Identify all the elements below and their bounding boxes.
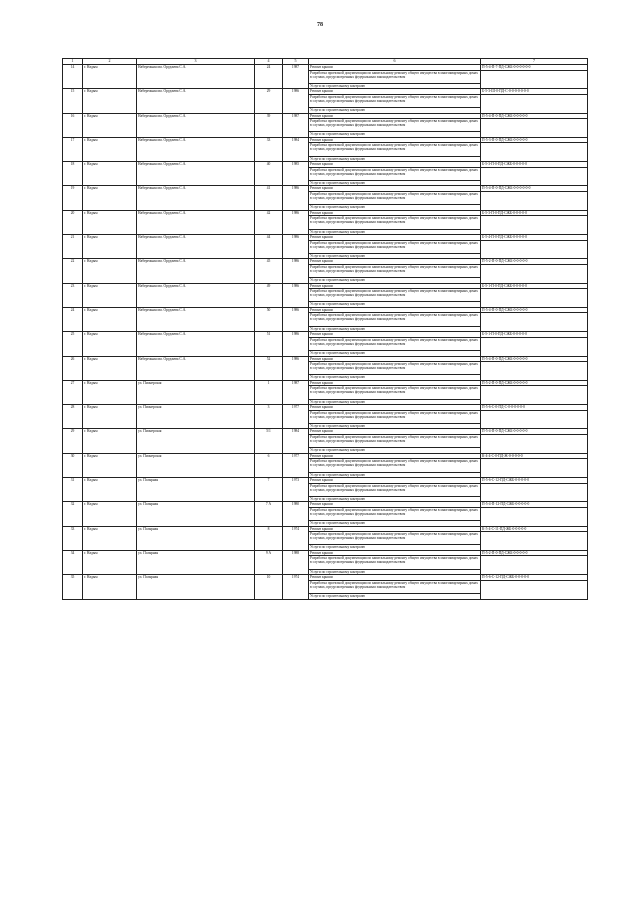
row-number: 28 <box>63 405 83 429</box>
year-cell: 1987 <box>283 65 309 89</box>
work-construction-control: Услуги по строительному контролю <box>310 205 366 210</box>
city-cell: г. Надым <box>83 186 137 210</box>
city-cell: г. Надым <box>83 259 137 283</box>
building-code-cell <box>481 137 588 161</box>
building-code-cell <box>481 162 588 186</box>
work-design-docs: Разработка проектной документации по капитальному ремонту общего имущества в многоквартирных домах в случаях, предусмотренных федеральным законодательством <box>309 95 480 108</box>
building-code-cell <box>481 575 588 599</box>
street-cell: ул. Пионерская <box>137 405 255 429</box>
building-code-cell <box>481 550 588 574</box>
building-code-cell <box>481 380 588 404</box>
building-code: Б-5-3-П-0-ПД-СЖБ-0-0-0-0-0 <box>481 211 587 217</box>
work-design-docs: Разработка проектной документации по капитальному ремонту общего имущества в многоквартирных домах в случаях, предусмотренных федеральным законодательством <box>309 435 480 448</box>
work-types-cell <box>309 478 481 502</box>
work-roof-repair: Ремонт крыши <box>309 357 480 363</box>
street-cell: Набережная им. Оруджева С.А. <box>137 137 255 161</box>
building-code-cell <box>481 356 588 380</box>
table-row <box>63 210 588 234</box>
house-number-cell: 6 <box>255 453 283 477</box>
building-code-cell <box>481 113 588 137</box>
work-design-docs: Разработка проектной документации по капитальному ремонту общего имущества в многоквартирных домах в случаях, предусмотренных федеральным законодательством <box>309 289 480 302</box>
work-types-cell <box>309 283 481 307</box>
row-number: 17 <box>63 137 83 161</box>
work-roof-repair: Ремонт крыши <box>309 162 480 168</box>
work-types-cell <box>309 259 481 283</box>
house-number-cell: 52 <box>255 356 283 380</box>
city-cell: г. Надым <box>83 526 137 550</box>
street-cell: ул. Полярная <box>137 575 255 599</box>
building-code-cell <box>481 283 588 307</box>
table-row <box>63 283 588 307</box>
building-code-cell <box>481 89 588 113</box>
building-code-cell <box>481 259 588 283</box>
year-cell: 1977 <box>283 453 309 477</box>
work-construction-control: Услуги по строительному контролю <box>310 472 366 477</box>
building-code: П-5-2-П-0-ПД-СЖБ-0-0-0-0-0 <box>481 381 587 387</box>
work-construction-control: Услуги по строительному контролю <box>310 375 366 380</box>
city-cell: г. Надым <box>83 235 137 259</box>
house-number-cell: 40 <box>255 162 283 186</box>
table-row <box>63 235 588 259</box>
work-design-docs: Разработка проектной документации по капитальному ремонту общего имущества в многоквартирных домах в случаях, предусмотренных федеральным законодательством <box>309 192 480 205</box>
city-cell: г. Надым <box>83 89 137 113</box>
table-row <box>63 478 588 502</box>
year-cell: 1980 <box>283 502 309 526</box>
year-cell: 1986 <box>283 186 309 210</box>
city-cell: г. Надым <box>83 113 137 137</box>
work-roof-repair: Ремонт крыши <box>309 186 480 192</box>
building-code: Б-5-4-П-0-ПД-СЖБ-0-0-0-0-0 <box>481 235 587 241</box>
work-types-cell <box>309 210 481 234</box>
house-number-cell: 49 <box>255 283 283 307</box>
work-types-cell <box>309 186 481 210</box>
year-cell: 1986 <box>283 210 309 234</box>
building-code-cell <box>481 186 588 210</box>
row-number: 19 <box>63 186 83 210</box>
table-row <box>63 429 588 453</box>
row-number: 34 <box>63 550 83 574</box>
work-roof-repair: Ремонт крыши <box>309 284 480 290</box>
row-number: 29 <box>63 429 83 453</box>
city-cell: г. Надым <box>83 210 137 234</box>
year-cell: 1973 <box>283 478 309 502</box>
work-roof-repair: Ремонт крыши <box>309 429 480 435</box>
house-number-cell: 8 <box>255 526 283 550</box>
work-roof-repair: Ремонт крыши <box>309 551 480 557</box>
work-construction-control: Услуги по строительному контролю <box>310 156 366 161</box>
house-number-cell: 24 <box>255 65 283 89</box>
year-cell: 1987 <box>283 113 309 137</box>
work-construction-control: Услуги по строительному контролю <box>310 521 366 526</box>
year-cell: 1977 <box>283 405 309 429</box>
column-number: 4 <box>255 59 283 65</box>
house-number-cell: 51 <box>255 332 283 356</box>
row-number: 33 <box>63 526 83 550</box>
row-number: 16 <box>63 113 83 137</box>
table-row <box>63 162 588 186</box>
work-types-cell <box>309 380 481 404</box>
street-cell: Набережная им. Оруджева С.А. <box>137 356 255 380</box>
house-number-cell: 44 <box>255 235 283 259</box>
work-roof-repair: Ремонт крыши <box>309 138 480 144</box>
work-roof-repair: Ремонт крыши <box>309 89 480 95</box>
table-row <box>63 89 588 113</box>
house-number-cell: 39 <box>255 113 283 137</box>
building-code-cell <box>481 526 588 550</box>
work-construction-control: Услуги по строительному контролю <box>310 326 366 331</box>
work-types-cell <box>309 307 481 331</box>
row-number: 24 <box>63 307 83 331</box>
city-cell: г. Надым <box>83 356 137 380</box>
building-code-cell <box>481 429 588 453</box>
row-number: 21 <box>63 235 83 259</box>
city-cell: г. Надым <box>83 307 137 331</box>
column-number: 7 <box>481 59 588 65</box>
work-construction-control: Услуги по строительному контролю <box>310 278 366 283</box>
work-types-cell <box>309 89 481 113</box>
building-code: П-5-4-П-0-ПД-СЖБ-0-0-0-0-0 <box>481 357 587 363</box>
building-code: Б-5-1-П-0-ПД-СЖБ-0-0-0-0-0 <box>481 332 587 338</box>
house-number-cell: 3 <box>255 405 283 429</box>
repair-register-table <box>62 58 588 600</box>
street-cell: Набережная им. Оруджева С.А. <box>137 235 255 259</box>
city-cell: г. Надым <box>83 332 137 356</box>
city-cell: г. Надым <box>83 478 137 502</box>
building-code: Б-5-3-Ш-0-ПД-С-0-0-0-0-0-0-0 <box>481 89 587 95</box>
work-roof-repair: Ремонт крыши <box>309 478 480 484</box>
street-cell: Набережная им. Оруджева С.А. <box>137 186 255 210</box>
table-row <box>63 453 588 477</box>
year-cell: 1986 <box>283 89 309 113</box>
work-roof-repair: Ремонт крыши <box>309 502 480 508</box>
row-number: 27 <box>63 380 83 404</box>
city-cell: г. Надым <box>83 453 137 477</box>
house-number-cell: 7 <box>255 478 283 502</box>
house-number-cell: 42 <box>255 210 283 234</box>
row-number: 25 <box>63 332 83 356</box>
city-cell: г. Надым <box>83 380 137 404</box>
street-cell: ул. Полярная <box>137 550 255 574</box>
building-code: П-5-4-П-0-ПД-СЖБ-0-0-0-0-0 <box>481 308 587 314</box>
city-cell: г. Надым <box>83 65 137 89</box>
city-cell: г. Надым <box>83 575 137 599</box>
year-cell: 1986 <box>283 356 309 380</box>
building-code: К-5-4-С-11-ПД-ЖБ-0-0-0-0-0 <box>481 527 587 533</box>
work-construction-control: Услуги по строительному контролю <box>310 423 366 428</box>
work-design-docs: Разработка проектной документации по капитальному ремонту общего имущества в многоквартирных домах в случаях, предусмотренных федеральным законодательством <box>309 508 480 521</box>
table-row <box>63 550 588 574</box>
building-code: Б-5-1-П-0-ПД-СЖБ-0-0-0-0-0 <box>481 284 587 290</box>
house-number-cell: 9 А <box>255 550 283 574</box>
work-roof-repair: Ремонт крыши <box>309 259 480 265</box>
table-row <box>63 526 588 550</box>
work-design-docs: Разработка проектной документации по капитальному ремонту общего имущества в многоквартирных домах в случаях, предусмотренных федеральным законодательством <box>309 411 480 424</box>
work-construction-control: Услуги по строительному контролю <box>310 496 366 501</box>
work-roof-repair: Ремонт крыши <box>309 308 480 314</box>
work-types-cell <box>309 235 481 259</box>
year-cell: 1986 <box>283 235 309 259</box>
building-code-cell <box>481 65 588 89</box>
work-types-cell <box>309 453 481 477</box>
city-cell: г. Надым <box>83 550 137 574</box>
work-types-cell <box>309 162 481 186</box>
table-row <box>63 186 588 210</box>
building-code: П-5-6-С-0-ПД-С-0-0-0-0-0-0 <box>481 405 587 411</box>
building-code-cell <box>481 453 588 477</box>
row-number: 14 <box>63 65 83 89</box>
table-row <box>63 65 588 89</box>
building-code: П-5-2-П-0-ПД-СЖБ-0-0-0-0-0 <box>481 259 587 265</box>
work-design-docs: Разработка проектной документации по капитальному ремонту общего имущества в многоквартирных домах в случаях, предусмотренных федеральным законодательством <box>309 338 480 351</box>
work-design-docs: Разработка проектной документации по капитальному ремонту общего имущества в многоквартирных домах в случаях, предусмотренных федеральным законодательством <box>309 241 480 254</box>
building-code: П-5-4-П-7-ПД-СЖБ-0-0-0-0-0-0 <box>481 65 587 71</box>
row-number: 30 <box>63 453 83 477</box>
city-cell: г. Надым <box>83 137 137 161</box>
work-construction-control: Услуги по строительному контролю <box>310 351 366 356</box>
work-roof-repair: Ремонт крыши <box>309 235 480 241</box>
street-cell: ул. Пионерская <box>137 380 255 404</box>
street-cell: Набережная им. Оруджева С.А. <box>137 332 255 356</box>
work-types-cell <box>309 113 481 137</box>
work-roof-repair: Ремонт крыши <box>309 114 480 120</box>
work-types-cell <box>309 502 481 526</box>
street-cell: Набережная им. Оруджева С.А. <box>137 307 255 331</box>
city-cell: г. Надым <box>83 429 137 453</box>
building-code: П-5-6-С-12-ПД-СЖБ-0-0-0-0-0 <box>481 478 587 484</box>
year-cell: 1974 <box>283 575 309 599</box>
row-number: 22 <box>63 259 83 283</box>
table-row <box>63 356 588 380</box>
house-number-cell: 41 <box>255 186 283 210</box>
work-construction-control: Услуги по строительному контролю <box>310 229 366 234</box>
street-cell: Набережная им. Оруджева С.А. <box>137 89 255 113</box>
table-row <box>63 502 588 526</box>
work-roof-repair: Ремонт крыши <box>309 211 480 217</box>
work-design-docs: Разработка проектной документации по капитальному ремонту общего имущества в многоквартирных домах в случаях, предусмотренных федеральным законодательством <box>309 71 480 84</box>
street-cell: ул. Полярная <box>137 526 255 550</box>
column-number: 3 <box>137 59 255 65</box>
work-types-cell <box>309 356 481 380</box>
table-row <box>63 575 588 599</box>
building-code: П-5-3-П-0-ПД-СЖБ-0-0-0-0-0 <box>481 138 587 144</box>
work-roof-repair: Ремонт крыши <box>309 381 480 387</box>
work-construction-control: Услуги по строительному контролю <box>310 399 366 404</box>
building-code: Б-5-3-П-0-ПД-СЖБ-0-0-0-0-0 <box>481 162 587 168</box>
house-number-cell: 50 <box>255 307 283 331</box>
year-cell: 1984 <box>283 429 309 453</box>
work-roof-repair: Ремонт крыши <box>309 527 480 533</box>
work-design-docs: Разработка проектной документации по капитальному ремонту общего имущества в многоквартирных домах в случаях, предусмотренных федеральным законодательством <box>309 484 480 497</box>
work-construction-control: Услуги по строительному контролю <box>310 180 366 185</box>
work-design-docs: Разработка проектной документации по капитальному ремонту общего имущества в многоквартирных домах в случаях, предусмотренных федеральным законодательством <box>309 265 480 278</box>
building-code-cell <box>481 478 588 502</box>
work-design-docs: Разработка проектной документации по капитальному ремонту общего имущества в многоквартирных домах в случаях, предусмотренных федеральным законодательством <box>309 459 480 472</box>
work-roof-repair: Ремонт крыши <box>309 575 480 581</box>
street-cell: ул. Полярная <box>137 478 255 502</box>
year-cell: 1986 <box>283 259 309 283</box>
table-row <box>63 332 588 356</box>
street-cell: ул. Пионерская <box>137 429 255 453</box>
house-number-cell: 29 <box>255 89 283 113</box>
work-roof-repair: Ремонт крыши <box>309 332 480 338</box>
work-design-docs: Разработка проектной документации по капитальному ремонту общего имущества в многоквартирных домах в случаях, предусмотренных федеральным законодательством <box>309 143 480 156</box>
building-code-cell <box>481 332 588 356</box>
column-number: 2 <box>83 59 137 65</box>
row-number: 20 <box>63 210 83 234</box>
row-number: 26 <box>63 356 83 380</box>
city-cell: г. Надым <box>83 502 137 526</box>
work-design-docs: Разработка проектной документации по капитальному ремонту общего имущества в многоквартирных домах в случаях, предусмотренных федеральным законодательством <box>309 362 480 375</box>
city-cell: г. Надым <box>83 283 137 307</box>
row-number: 35 <box>63 575 83 599</box>
street-cell: Набережная им. Оруджева С.А. <box>137 65 255 89</box>
work-design-docs: Разработка проектной документации по капитальному ремонту общего имущества в многоквартирных домах в случаях, предусмотренных федеральным законодательством <box>309 313 480 326</box>
table-row <box>63 113 588 137</box>
city-cell: г. Надым <box>83 405 137 429</box>
building-code-cell <box>481 210 588 234</box>
work-types-cell <box>309 65 481 89</box>
work-design-docs: Разработка проектной документации по капитальному ремонту общего имущества в многоквартирных домах в случаях, предусмотренных федеральным законодательством <box>309 532 480 545</box>
building-code-cell <box>481 235 588 259</box>
house-number-cell: 1 <box>255 380 283 404</box>
row-number: 32 <box>63 502 83 526</box>
street-cell: Набережная им. Оруджева С.А. <box>137 283 255 307</box>
house-number-cell: 5/1 <box>255 429 283 453</box>
work-roof-repair: Ремонт крыши <box>309 65 480 71</box>
street-cell: ул. Полярная <box>137 502 255 526</box>
building-code: П-5-2-П-0-ПД-СЖБ-0-0-0-0-0 <box>481 551 587 557</box>
table-row <box>63 137 588 161</box>
table-row <box>63 380 588 404</box>
house-number-cell: 45 <box>255 259 283 283</box>
building-code: П-5-6-С-12-ПД-СЖБ-0-0-0-0-0 <box>481 575 587 581</box>
street-cell: ул. Пионерская <box>137 453 255 477</box>
work-types-cell <box>309 575 481 599</box>
street-cell: Набережная им. Оруджева С.А. <box>137 210 255 234</box>
work-design-docs: Разработка проектной документации по капитальному ремонту общего имущества в многоквартирных домах в случаях, предусмотренных федеральным законодательством <box>309 168 480 181</box>
work-construction-control: Услуги по строительному контролю <box>310 545 366 550</box>
year-cell: 1986 <box>283 283 309 307</box>
work-design-docs: Разработка проектной документации по капитальному ремонту общего имущества в многоквартирных домах в случаях, предусмотренных федеральным законодательством <box>309 556 480 569</box>
work-types-cell <box>309 405 481 429</box>
table-row <box>63 405 588 429</box>
year-cell: 1988 <box>283 550 309 574</box>
year-cell: 1974 <box>283 526 309 550</box>
building-code: П-5-4-П-12-ПД-СЖБ-0-0-0-0-0 <box>481 502 587 508</box>
building-code: П-5-4-П-0-ПД-СЖБ-0-0-0-0-0 <box>481 429 587 435</box>
column-number: 6 <box>309 59 481 65</box>
table-row <box>63 307 588 331</box>
work-types-cell <box>309 332 481 356</box>
work-construction-control: Услуги по строительному контролю <box>310 302 366 307</box>
year-cell: 1987 <box>283 380 309 404</box>
street-cell: Набережная им. Оруджева С.А. <box>137 162 255 186</box>
page-number: 78 <box>317 22 323 28</box>
work-roof-repair: Ремонт крыши <box>309 405 480 411</box>
work-construction-control: Услуги по строительному контролю <box>310 132 366 137</box>
row-number: 23 <box>63 283 83 307</box>
work-roof-repair: Ремонт крыши <box>309 454 480 460</box>
work-design-docs: Разработка проектной документации по капитальному ремонту общего имущества в многоквартирных домах в случаях, предусмотренных федеральным законодательством <box>309 386 480 399</box>
work-construction-control: Услуги по строительному контролю <box>310 83 366 88</box>
work-design-docs: Разработка проектной документации по капитальному ремонту общего имущества в многоквартирных домах в случаях, предусмотренных федеральным законодательством <box>309 581 480 594</box>
work-types-cell <box>309 550 481 574</box>
column-number: 5 <box>283 59 309 65</box>
work-design-docs: Разработка проектной документации по капитальному ремонту общего имущества в многоквартирных домах в случаях, предусмотренных федеральным законодательством <box>309 216 480 229</box>
work-design-docs: Разработка проектной документации по капитальному ремонту общего имущества в многоквартирных домах в случаях, предусмотренных федеральным законодательством <box>309 119 480 132</box>
row-number: 31 <box>63 478 83 502</box>
work-construction-control: Услуги по строительному контролю <box>310 594 366 599</box>
building-code: П-5-4-П-0-ПД-СЖБ-0-0-0-0-0-0 <box>481 186 587 192</box>
city-cell: г. Надым <box>83 162 137 186</box>
house-number-cell: 10 <box>255 575 283 599</box>
building-code-cell <box>481 405 588 429</box>
building-code-cell <box>481 307 588 331</box>
building-code-cell <box>481 502 588 526</box>
building-code: К-4-4-С-0-ПД-Ж-0-0-0-0-0 <box>481 454 587 460</box>
year-cell: 1986 <box>283 307 309 331</box>
street-cell: Набережная им. Оруджева С.А. <box>137 113 255 137</box>
year-cell: 1986 <box>283 332 309 356</box>
work-construction-control: Услуги по строительному контролю <box>310 448 366 453</box>
column-number: 1 <box>63 59 83 65</box>
year-cell: 1985 <box>283 162 309 186</box>
building-code: П-5-4-П-0-ПД-СЖБ-0-0-0-0-0 <box>481 114 587 120</box>
row-number: 15 <box>63 89 83 113</box>
street-cell: Набережная им. Оруджева С.А. <box>137 259 255 283</box>
house-number-cell: 7 А <box>255 502 283 526</box>
work-types-cell <box>309 429 481 453</box>
work-construction-control: Услуги по строительному контролю <box>310 108 366 113</box>
table-row <box>63 259 588 283</box>
work-types-cell <box>309 526 481 550</box>
year-cell: 1984 <box>283 137 309 161</box>
house-number-cell: 33 <box>255 137 283 161</box>
row-number: 18 <box>63 162 83 186</box>
work-construction-control: Услуги по строительному контролю <box>310 569 366 574</box>
work-construction-control: Услуги по строительному контролю <box>310 253 366 258</box>
work-types-cell <box>309 137 481 161</box>
